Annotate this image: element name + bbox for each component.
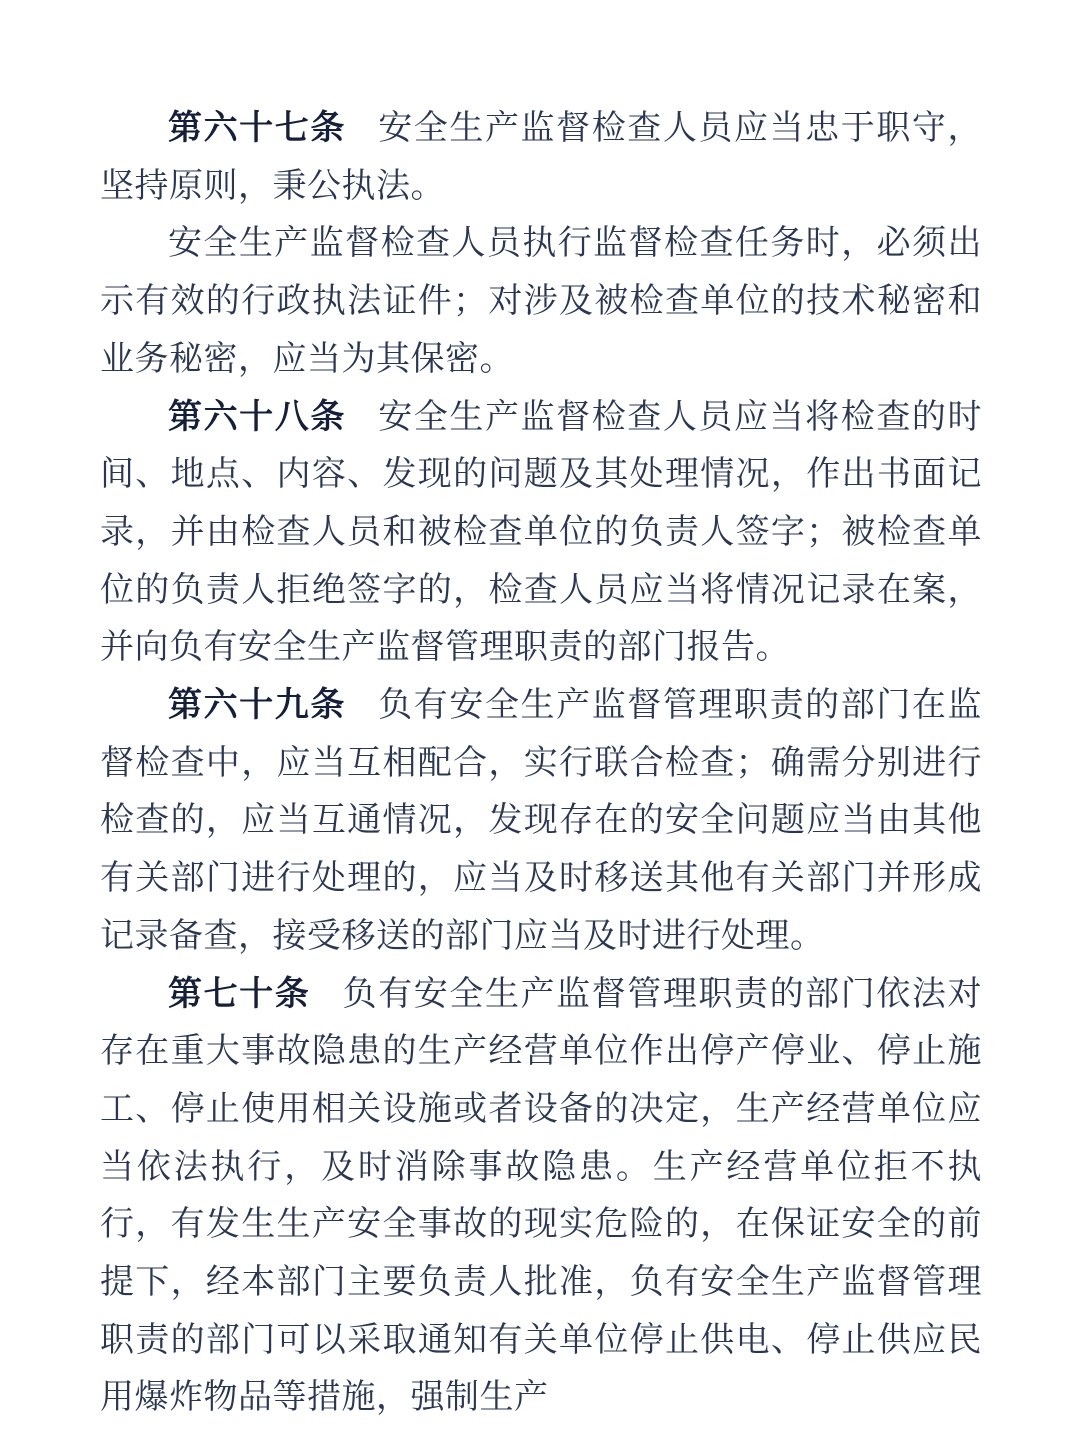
law-paragraph	[100, 677, 982, 966]
law-paragraph	[100, 966, 982, 1428]
law-paragraph	[100, 100, 982, 215]
article-number: 第六十七条	[168, 109, 346, 147]
paragraph-text: 负有安全生产监督管理职责的部门在监督检查中，应当互相配合，实行联合检查；确需分别进行检查的，应当互通情况，发现存在的安全问题应当由其他有关部门进行处理的，应当及时移送其他有关部门并形成记录备查，接受移送的部门应当及时进行处理。	[100, 687, 982, 955]
paragraph-text: 安全生产监督检查人员应当将检查的时间、地点、内容、发现的问题及其处理情况，作出书面记录，并由检查人员和被检查单位的负责人签字；被检查单位的负责人拒绝签字的，检查人员应当将情况记录在案，并向负有安全生产监督管理职责的部门报告。	[100, 398, 982, 667]
article-number: 第七十条	[168, 974, 311, 1013]
paragraph-text: 安全生产监督检查人员执行监督检查任务时，必须出示有效的行政执法证件；对涉及被检查单位的技术秘密和业务秘密，应当为其保密。	[100, 225, 982, 378]
paragraph-text: 安全生产监督检查人员应当忠于职守，坚持原则，秉公执法。	[100, 110, 982, 205]
article-number: 第六十八条	[168, 397, 346, 436]
law-paragraph	[100, 389, 982, 678]
law-paragraph	[100, 215, 982, 388]
article-number: 第六十九条	[168, 686, 346, 725]
paragraph-text: 负有安全生产监督管理职责的部门依法对存在重大事故隐患的生产经营单位作出停产停业、停止施工、停止使用相关设施或者设备的决定，生产经营单位应当依法执行，及时消除事故隐患。生产经营单位拒不执行，有发生生产安全事故的现实危险的，在保证安全的前提下，经本部门主要负责人批准，负有安全生产监督管理职责的部门可以采取通知有关单位停止供电、停止供应民用爆炸物品等措施，强制生产	[100, 975, 983, 1417]
